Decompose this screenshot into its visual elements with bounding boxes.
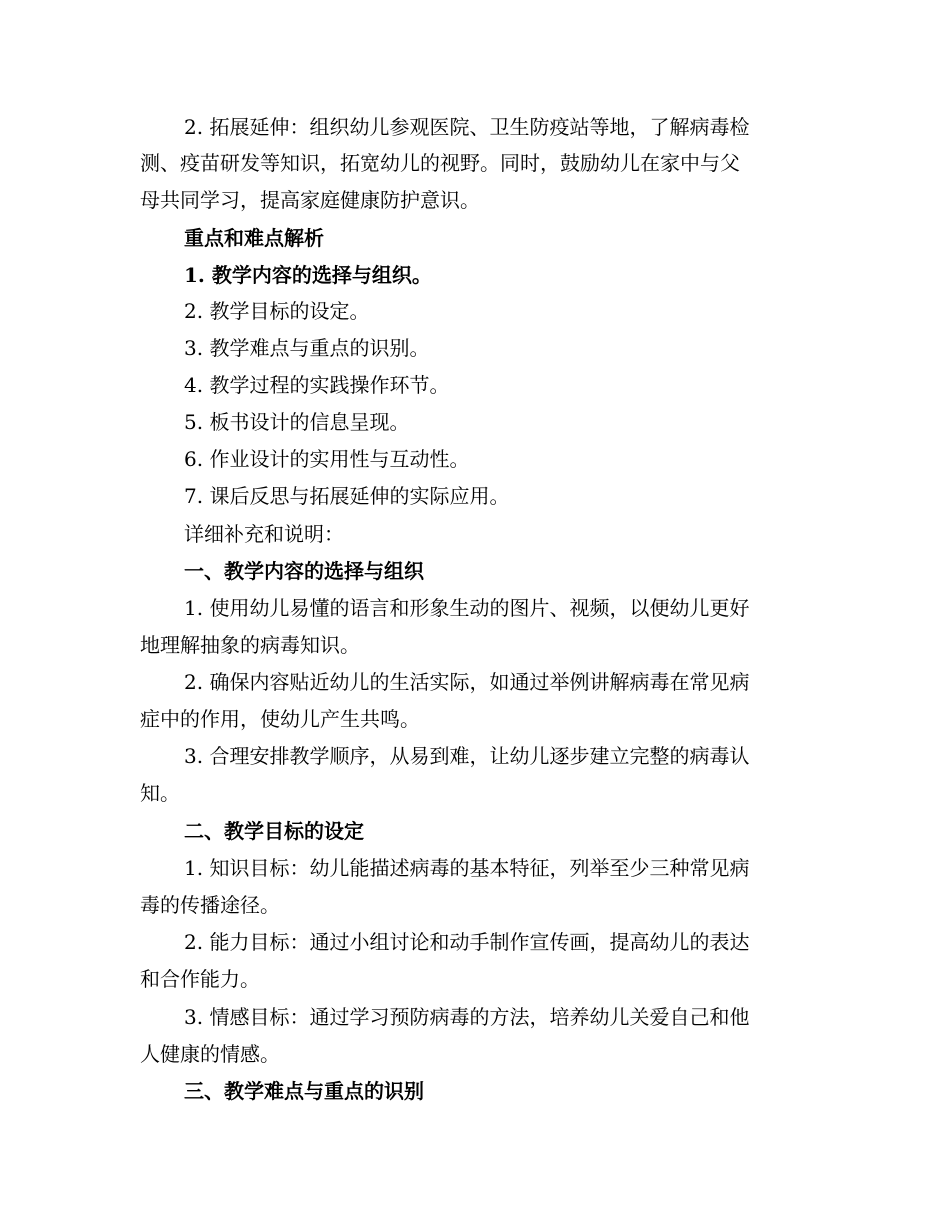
key-point-item: 1. 教学内容的选择与组织。 (184, 263, 432, 287)
key-point-item: 5. 板书设计的信息呈现。 (184, 410, 410, 434)
section-heading: 三、教学难点与重点的识别 (184, 1079, 424, 1103)
extend-paragraph-line-3: 母共同学习，提高家庭健康防护意识。 (140, 188, 480, 212)
section1-paragraph-3-line-1: 3. 合理安排教学顺序，从易到难，让幼儿逐步建立完整的病毒认 (184, 744, 750, 768)
section1-paragraph-2-line-1: 2. 确保内容贴近幼儿的生活实际，如通过举例讲解病毒在常见病 (184, 670, 750, 694)
section-heading: 一、教学内容的选择与组织 (184, 559, 424, 583)
key-point-item: 7. 课后反思与拓展延伸的实际应用。 (184, 484, 510, 508)
section2-paragraph-2-line-2: 和合作能力。 (140, 967, 260, 991)
extend-paragraph-line-1: 2. 拓展延伸：组织幼儿参观医院、卫生防疫站等地，了解病毒检 (184, 115, 750, 139)
key-point-item: 3. 教学难点与重点的识别。 (184, 336, 430, 360)
section1-paragraph-1-line-1: 1. 使用幼儿易懂的语言和形象生动的图片、视频，以便幼儿更好 (184, 596, 750, 620)
section2-paragraph-3-line-2: 人健康的情感。 (140, 1042, 280, 1066)
section1-paragraph-3-line-2: 知。 (140, 781, 180, 805)
key-point-item: 6. 作业设计的实用性与互动性。 (184, 447, 470, 471)
section-heading: 二、教学目标的设定 (184, 819, 364, 843)
details-intro: 详细补充和说明： (184, 522, 344, 546)
extend-paragraph-line-2: 测、疫苗研发等知识，拓宽幼儿的视野。同时，鼓励幼儿在家中与父 (140, 151, 740, 175)
section2-paragraph-1-line-1: 1. 知识目标：幼儿能描述病毒的基本特征，列举至少三种常见病 (184, 856, 750, 880)
section1-paragraph-2-line-2: 症中的作用，使幼儿产生共鸣。 (140, 707, 420, 731)
section2-paragraph-2-line-1: 2. 能力目标：通过小组讨论和动手制作宣传画，提高幼儿的表达 (184, 930, 750, 954)
key-points-heading: 重点和难点解析 (184, 226, 324, 250)
section2-paragraph-1-line-2: 毒的传播途径。 (140, 893, 280, 917)
section1-paragraph-1-line-2: 地理解抽象的病毒知识。 (140, 633, 360, 657)
section2-paragraph-3-line-1: 3. 情感目标：通过学习预防病毒的方法，培养幼儿关爱自己和他 (184, 1005, 750, 1029)
key-point-item: 4. 教学过程的实践操作环节。 (184, 373, 450, 397)
key-point-item: 2. 教学目标的设定。 (184, 299, 370, 323)
